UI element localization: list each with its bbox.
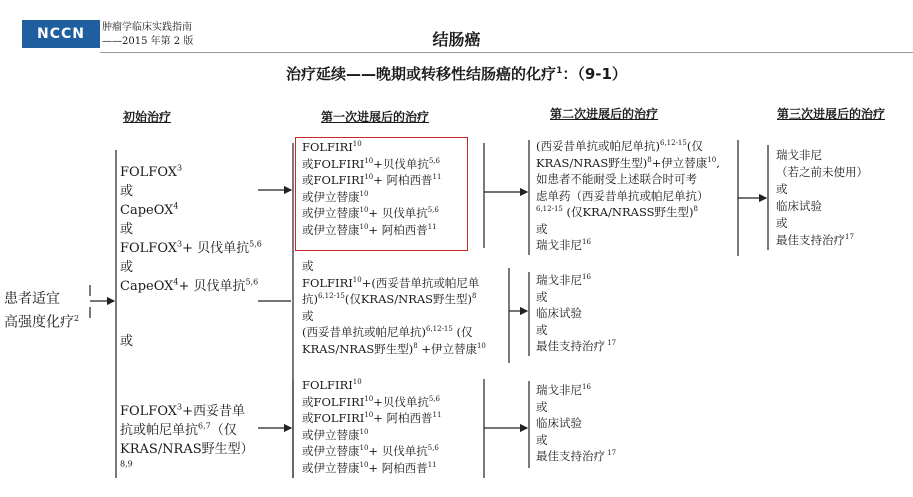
regimen-text: FOLFOX <box>120 165 178 180</box>
regimen-text: + 贝伐单抗 <box>368 444 428 458</box>
column-header-initial: 初始治疗 <box>123 110 172 124</box>
regimen-text: （若之前未使用） <box>776 165 868 179</box>
regimen-text: 临床试验 <box>776 199 822 213</box>
footnote-ref: 11 <box>432 173 442 182</box>
footnote-ref: 4 <box>173 277 179 287</box>
regimen-text: , <box>716 155 720 170</box>
footnote-ref: 10 <box>359 444 369 453</box>
footnote-ref: 3 <box>177 239 183 249</box>
column-header-second: 第二次进展后的治疗 <box>550 107 659 121</box>
regimen-text: 或伊立替康 <box>302 460 360 475</box>
regimen-text: KRAS/NRAS野生型) <box>536 155 648 170</box>
regimen-text: 临床试验 <box>536 416 582 430</box>
regimen-text: + 贝伐单抗 <box>178 279 246 294</box>
regimen-text: + 贝伐单抗 <box>368 206 428 220</box>
page-title-text: 治疗延续——晚期或转移性结肠癌的化疗 <box>286 65 557 83</box>
footnote-ref: 17 <box>605 339 617 348</box>
regimen-text: + 阿柏西普 <box>373 173 433 187</box>
regimen-text: CapeOX <box>120 203 174 218</box>
regimen-text: KRAS/NRAS野生型） <box>120 442 254 457</box>
regimen-text: 或伊立替康 <box>302 427 360 442</box>
regimen-text: 临床试验 <box>536 306 582 320</box>
footnote-ref: 16 <box>582 238 591 247</box>
regimen-text: 或 <box>120 184 134 199</box>
column-header-third: 第三次进展后的治疗 <box>777 107 886 121</box>
regimen-text: 或 <box>536 399 548 414</box>
footnote-ref: 16 <box>582 383 591 392</box>
regimen-text: FOLFOX <box>120 241 178 256</box>
footnote-ref: 5,6 <box>245 277 259 287</box>
regimen-text: KRAS/NRAS野生型) <box>302 341 414 356</box>
header-subtitle-line1: 肿瘤学临床实践指南 <box>102 22 192 33</box>
footnote-ref: 5,6 <box>428 156 440 165</box>
regimen-text: 或 <box>536 322 548 337</box>
footnote-ref: 3 <box>177 163 183 173</box>
regimen-text: (仅KRAS/NRAS野生型) <box>344 292 473 306</box>
regimen-text: 或FOLFIRI <box>302 411 365 425</box>
regimen-text: 或伊立替康 <box>302 189 360 204</box>
regimen-text: 或 <box>776 216 788 230</box>
regimen-text: 或 <box>302 308 314 323</box>
footnote-ref: 8 <box>413 341 418 350</box>
regimen-text: + 阿柏西普 <box>373 411 433 425</box>
regimen-text: + 阿柏西普 <box>368 222 428 237</box>
footnote-ref: 16 <box>582 273 591 282</box>
footnote-ref: 5,6 <box>428 394 440 403</box>
footnote-ref: 6,12-15 <box>536 205 563 214</box>
regimen-text: 瑞戈非尼 <box>776 148 822 162</box>
footnote-ref: 11 <box>432 411 442 420</box>
document-title: 结肠癌 <box>432 30 481 49</box>
footnote-ref: 11 <box>427 222 437 231</box>
column-header-first: 第一次进展后的治疗 <box>321 110 430 124</box>
nccn-logo: NCCN <box>22 20 100 48</box>
footnote-ref: 3 <box>177 402 183 412</box>
patient-line1: 患者适宜 <box>4 291 60 307</box>
regimen-text: 或伊立替康 <box>302 444 360 458</box>
regimen-text: CapeOX <box>120 279 174 294</box>
regimen-text: 或伊立替康 <box>302 206 360 220</box>
regimen-text: +伊立替康 <box>651 155 708 170</box>
regimen-text: 抗) <box>302 292 318 306</box>
footnote-ref: 10 <box>359 206 369 215</box>
footnote-ref: 5,6 <box>249 239 262 249</box>
regimen-text: + 阿柏西普 <box>368 460 428 475</box>
regimen-text: FOLFIRI <box>302 140 353 154</box>
footnote-ref: 10 <box>364 173 374 182</box>
regimen-text: FOLFOX <box>120 404 178 419</box>
footnote-ref: 10 <box>352 275 362 284</box>
initial-or-connector: 或 <box>120 334 134 349</box>
footnote-ref: 10 <box>364 394 374 403</box>
regimen-text: 或 <box>536 221 548 236</box>
patient-line2: 高强度化疗 <box>4 314 74 331</box>
regimen-text: (西妥昔单抗或帕尼单抗) <box>536 139 660 153</box>
regimen-text: 或 <box>536 289 548 304</box>
footnote-ref: 5,6 <box>427 206 439 215</box>
regimen-text: +贝伐单抗 <box>373 394 429 409</box>
footnote-ref: 8 <box>693 205 698 214</box>
footnote-ref: 10 <box>364 156 374 165</box>
footnote-ref: 10 <box>352 140 362 149</box>
regimen-text: 或 <box>120 260 134 275</box>
footnote-ref: 6,12-15 <box>659 139 687 148</box>
regimen-text: FOLFIRI <box>302 378 353 392</box>
footnote-ref: 10 <box>352 378 362 387</box>
footnote-ref: 6,12-15 <box>318 292 345 301</box>
footnote-ref: 8 <box>472 292 477 301</box>
regimen-text: (西妥昔单抗或帕尼单抗) <box>302 325 426 339</box>
regimen-text: 抗或帕尼单抗 <box>120 423 199 438</box>
header-subtitle-line2: ——2015 年第 2 版 <box>102 36 194 47</box>
regimen-text: 或 <box>536 432 548 447</box>
footnote-ref: 10 <box>476 341 486 350</box>
footnote-ref: 10 <box>359 427 369 436</box>
footnote-ref: 5,6 <box>427 444 439 453</box>
regimen-text: 或 <box>776 182 788 196</box>
footnote-ref: 10 <box>364 411 374 420</box>
regimen-text: (仅KRA/NRASS野生型) <box>562 205 694 219</box>
regimen-text: 或 <box>302 259 314 273</box>
regimen-text: +西妥昔单 <box>182 404 246 419</box>
footnote-ref: 10 <box>359 222 369 231</box>
regimen-text: 如患者不能耐受上述联合时可考 <box>536 172 697 186</box>
patient-footnote: 2 <box>74 314 80 323</box>
page-title-footnote: 1 <box>556 66 563 76</box>
footnote-ref: 8,9 <box>120 459 133 469</box>
regimen-text: 最佳支持治疗 <box>536 339 605 353</box>
regimen-text: (仅 <box>686 139 703 153</box>
regimen-text: 或伊立替康 <box>302 222 360 237</box>
regimen-text: （仅 <box>210 423 237 438</box>
footnote-ref: 10 <box>359 189 369 198</box>
regimen-text: 瑞戈非尼 <box>536 238 582 252</box>
regimen-text: 瑞戈非尼 <box>536 383 582 397</box>
regimen-text: 瑞戈非尼 <box>536 273 582 287</box>
regimen-text: 最佳支持治疗 <box>776 233 845 247</box>
footnote-ref: 4 <box>173 201 179 211</box>
regimen-text: 虑单药（西妥昔单抗或帕尼单抗） <box>536 188 709 203</box>
regimen-text: 或FOLFIRI <box>302 173 365 187</box>
footnote-ref: 10 <box>707 155 717 164</box>
regimen-text: 最佳支持治疗 <box>536 449 605 463</box>
footnote-ref: 10 <box>359 460 369 469</box>
regimen-text: +伊立替康 <box>417 341 477 356</box>
regimen-text: FOLFIRI <box>302 275 353 290</box>
footnote-ref: 8 <box>647 155 652 164</box>
regimen-text: +贝伐单抗 <box>373 156 429 171</box>
footnote-ref: 6,12-15 <box>425 325 453 334</box>
regimen-text: + 贝伐单抗 <box>182 241 250 256</box>
regimen-text: 或FOLFIRI <box>302 156 365 171</box>
regimen-text: (仅 <box>452 325 473 339</box>
footnote-ref: 17 <box>845 233 854 242</box>
regimen-text: 或FOLFIRI <box>302 394 365 409</box>
footnote-ref: 17 <box>605 449 617 458</box>
footnote-ref: 6,7 <box>198 421 211 431</box>
regimen-text: +(西妥昔单抗或帕尼单 <box>361 275 480 290</box>
page-title-suffix: ：（9-1） <box>562 65 627 83</box>
regimen-text: 或 <box>120 222 134 237</box>
footnote-ref: 11 <box>427 460 437 469</box>
